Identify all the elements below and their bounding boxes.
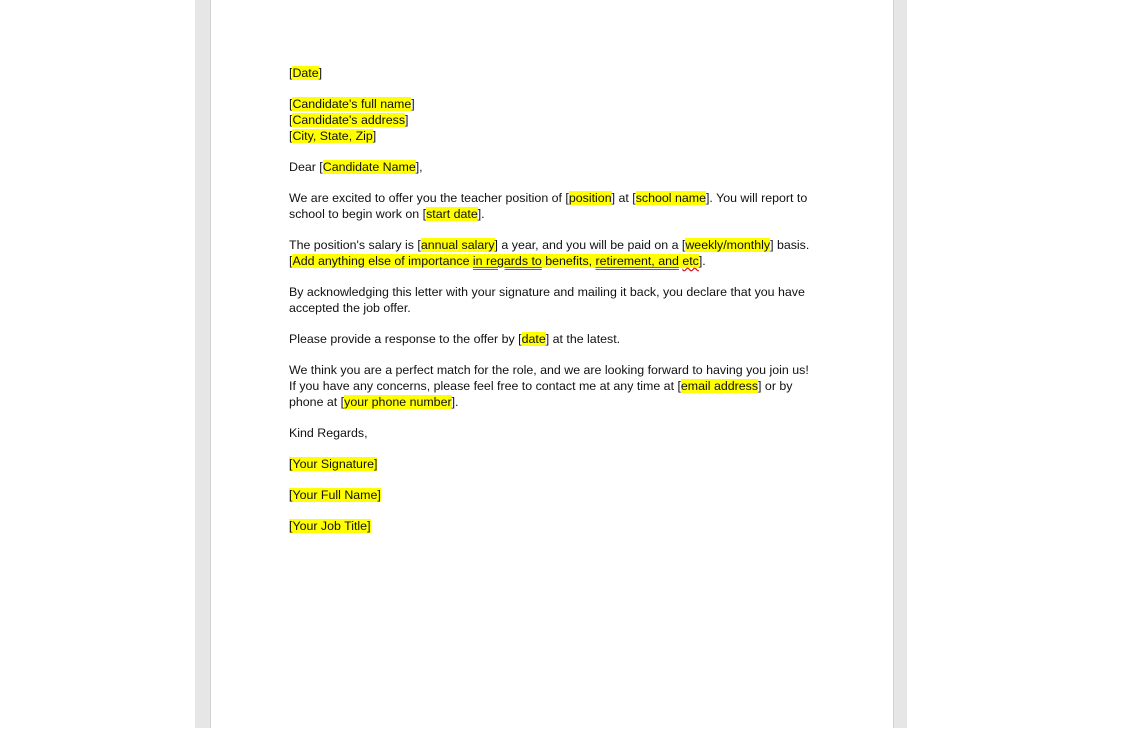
right-page-gutter [893,0,907,728]
signature-line [289,456,819,472]
date-placeholder: Date [292,66,319,80]
response-date-placeholder: date [521,332,546,346]
grammar-flag[interactable]: retirement, and [595,254,679,268]
offer-paragraph: We are excited to offer you the teacher position of [position] at [school name]. You will report to school to begin work on [start date]. [289,191,808,221]
candidate-address-placeholder: Candidate's address [292,113,406,127]
greeting-name-placeholder: Candidate Name [322,160,416,174]
full-name-placeholder: [Your Full Name] [289,488,381,502]
pay-period-placeholder: weekly/monthly [685,238,771,252]
contact-paragraph: We think you are a perfect match for the role, and we are looking forward to having you join us! If you have any concerns, please feel free to contact me at any time at [email address] or by phone at [your phone number]. [289,363,809,409]
acknowledgement-paragraph: By acknowledging this letter with your signature and mailing it back, you declare that you have accepted the job offer. [289,285,805,315]
grammar-flag[interactable]: in regards to [472,254,542,268]
recipient-block: [Candidate's full name] [Candidate's address] [City, State, Zip] [289,97,415,143]
left-page-gutter [195,0,211,728]
full-name-line [289,487,819,503]
date-line: [Date] [289,66,323,80]
closing: Kind Regards, [289,426,368,440]
start-date-placeholder: start date [426,207,478,221]
city-state-zip-placeholder: City, State, Zip [292,129,373,143]
phone-placeholder: your phone number [344,395,452,409]
signature-placeholder: [Your Signature] [289,457,378,471]
candidate-name-placeholder: Candidate's full name [292,97,412,111]
greeting: Dear [Candidate Name], [289,160,423,174]
response-paragraph: Please provide a response to the offer by [date] at the latest. [289,332,621,346]
bottom-margin [0,728,1140,743]
letter-body[interactable] [289,65,819,549]
salary-paragraph: The position's salary is [annual salary] a year, and you will be paid on a [weekly/monthly] basis. [Add anything else of importance in regards to benefits, retirement, and etc]. [289,238,810,268]
salary-placeholder: annual salary [420,238,495,252]
spelling-flag[interactable]: etc [682,254,699,268]
school-name-placeholder: school name [635,191,706,205]
job-title-line [289,518,819,534]
position-placeholder: position [568,191,612,205]
job-title-placeholder: [Your Job Title] [289,519,371,533]
extra-info-placeholder: Add anything else of importance in regards to benefits, retirement, and etc [292,254,699,268]
email-placeholder: email address [680,379,759,393]
